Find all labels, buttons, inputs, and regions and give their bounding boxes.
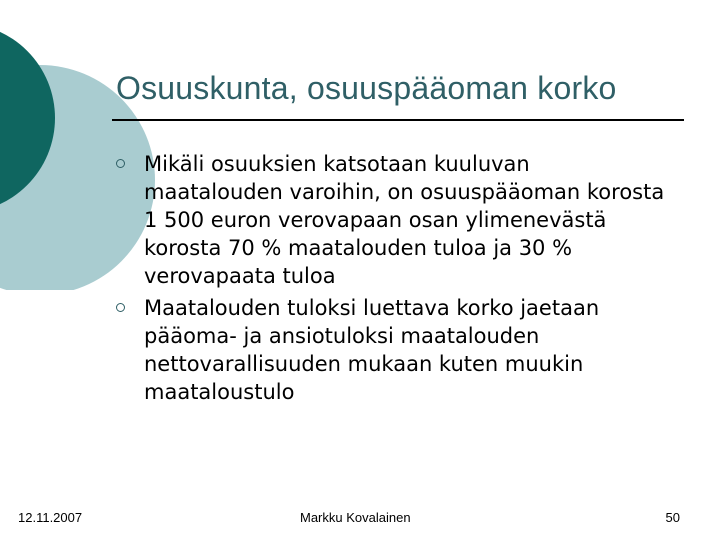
title-divider [112,119,684,121]
bullet-item [112,294,672,406]
footer-author: Markku Kovalainen [300,510,411,525]
bullet-text: Maatalouden tuloksi luettava korko jaetaan pääoma- ja ansiotuloksi maatalouden nettovarallisuuden mukaan kuten muukin maataloustulo [144,296,600,404]
bullet-list [112,150,672,410]
circle-bullet-icon [116,303,125,312]
page-number: 50 [665,510,680,525]
slide-title: Osuuskunta, osuuspääoman korko [116,70,617,106]
bullet-text: Mikäli osuuksien katsotaan kuuluvan maatalouden varoihin, on osuuspääoman korosta 1 500 euron verovapaan osan ylimenevästä korosta 70 % maatalouden tuloa ja 30 % verovapaata tuloa [144,152,665,288]
footer-date: 12.11.2007 [18,510,83,525]
circle-bullet-icon [116,159,125,168]
bullet-item [112,150,672,290]
